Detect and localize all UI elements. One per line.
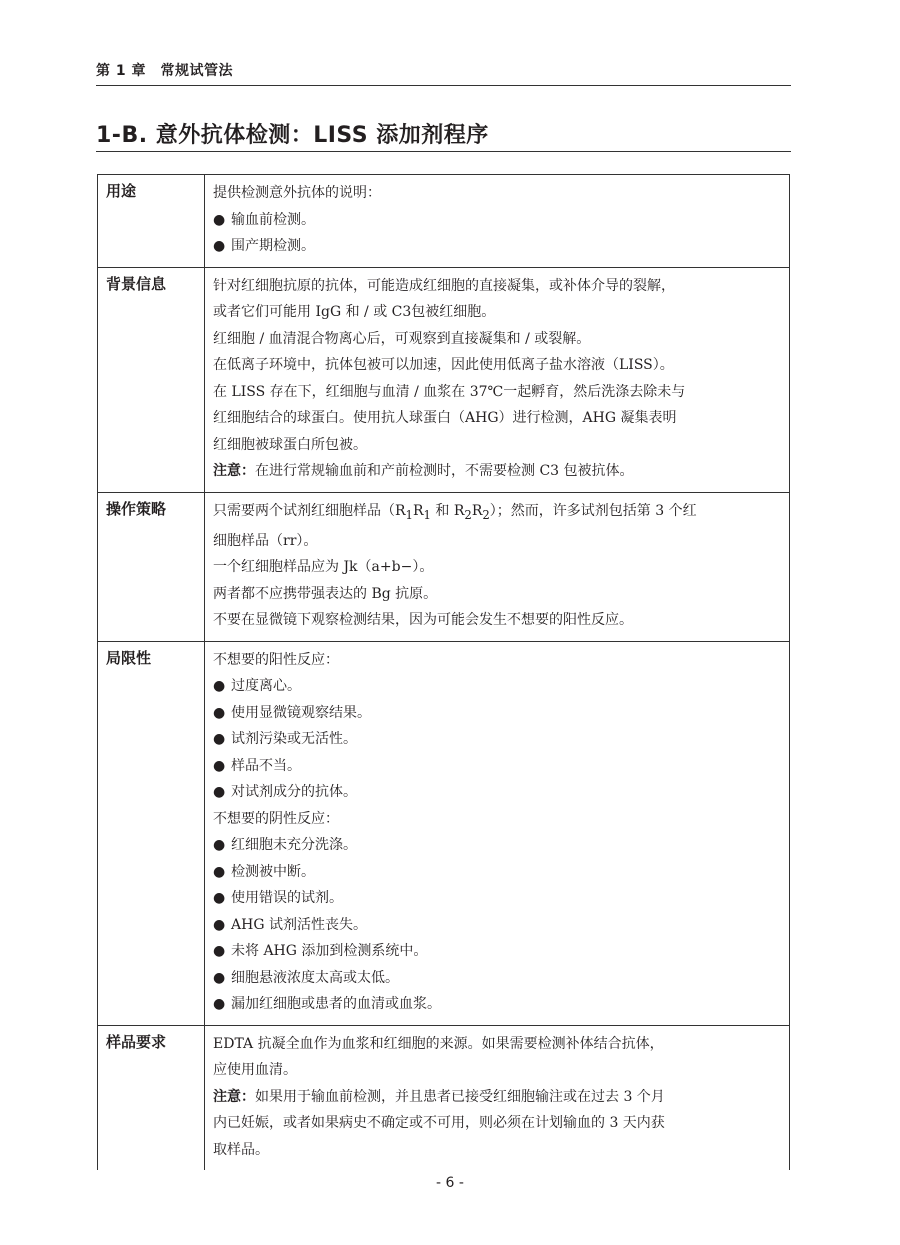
bullet-icon: ● [213,784,226,801]
row-content-specimen [205,1025,790,1170]
note-label: 注意： [213,1088,255,1105]
row-content-limitations [205,641,790,1025]
text-line: 红细胞 / 血清混合物离心后，可观察到直接凝集和 / 或裂解。 [213,330,591,347]
note [213,458,781,485]
text-line: 两者都不应携带强表达的 Bg 抗原。 [213,585,438,602]
list-item: ● 试剂污染或无活性。 [213,726,781,753]
note [213,1084,781,1111]
note-text: 如果用于输血前检测，并且患者已接受红细胞输注或在过去 3 个月 [255,1088,665,1105]
procedure-table [97,174,790,1170]
bullet-icon: ● [213,704,226,721]
row-label-background: 背景信息 [98,267,205,492]
list-item: ● 围产期检测。 [213,233,781,260]
bullet-icon: ● [213,943,226,960]
table-row-strategy [98,492,790,641]
text-line: 在 LISS 存在下，红细胞与血清 / 血浆在 37℃一起孵育，然后洗涤去除未与 [213,383,686,400]
title-rule [96,151,791,152]
list-item: ● 对试剂成分的抗体。 [213,779,781,806]
bullet-icon: ● [213,969,226,986]
text-line: 取样品。 [213,1141,269,1158]
text-line: 在低离子环境中，抗体包被可以加速，因此使用低离子盐水溶液（LISS）。 [213,357,674,373]
list-item: ● 样品不当。 [213,753,781,780]
bullet-icon: ● [213,916,226,933]
list-item: ● 过度离心。 [213,673,781,700]
bullet-icon: ● [213,678,226,695]
note-label: 注意： [213,463,255,479]
text-line: 或者它们可能用 IgG 和 / 或 C3包被红细胞。 [213,304,496,320]
text-line: 细胞样品（rr）。 [213,532,318,549]
bullet-icon: ● [213,996,226,1013]
text-line: 针对红细胞抗原的抗体，可能造成红细胞的直接凝集，或补体介导的裂解， [213,277,675,294]
row-label-specimen: 样品要求 [98,1025,205,1170]
bullet-icon: ● [213,731,226,748]
text-line: 一个红细胞样品应为 Jk（a+b−）。 [213,559,434,576]
page-title: 1-B. 意外抗体检测：LISS 添加剂程序 [96,123,489,148]
table-row-purpose [98,175,790,268]
purpose-intro: 提供检测意外抗体的说明： [213,185,381,201]
text-line: 不要在显微镜下观察检测结果，因为可能会发生不想要的阳性反应。 [213,612,633,629]
list-item: ● AHG 试剂活性丧失。 [213,912,781,939]
note-text: 在进行常规输血前和产前检测时，不需要检测 C3 包被抗体。 [255,463,634,479]
row-label-limitations: 局限性 [98,641,205,1025]
text-line: 红细胞被球蛋白所包被。 [213,436,367,453]
row-label-strategy: 操作策略 [98,492,205,641]
list-item: ● 红细胞未充分洗涤。 [213,832,781,859]
list-item: ● 使用错误的试剂。 [213,885,781,912]
bullet-icon: ● [213,890,226,907]
text-line: 只需要两个试剂红细胞样品（$R_1R_1$ 和 $R_2R_2$）；然而，许多试剂包括第 3 个红 [213,502,697,522]
list-item: ● 未将 AHG 添加到检测系统中。 [213,938,781,965]
text-line: 红细胞结合的球蛋白。使用抗人球蛋白（AHG）进行检测，AHG 凝集表明 [213,410,677,426]
list-item: ● 使用显微镜观察结果。 [213,700,781,727]
list-item: ● 输血前检测。 [213,207,781,234]
list-item: ● 检测被中断。 [213,859,781,886]
text-line: 内已妊娠，或者如果病史不确定或不可用，则必须在计划输血的 3 天内获 [213,1115,665,1132]
positive-title: 不想要的阳性反应： [213,651,339,668]
list-item: ● 漏加红细胞或患者的血清或血浆。 [213,991,781,1018]
table-row-background [98,267,790,492]
row-content-strategy [205,492,790,641]
row-content-purpose [205,175,790,268]
bullet-icon: ● [213,863,226,880]
bullet-icon: ● [213,837,226,854]
list-item: ● 细胞悬液浓度太高或太低。 [213,965,781,992]
bullet-icon: ● [213,757,226,774]
text-line: EDTA 抗凝全血作为血浆和红细胞的来源。如果需要检测补体结合抗体， [213,1035,664,1052]
row-content-background [205,267,790,492]
table-row-limitations [98,641,790,1025]
header-rule [96,85,791,86]
table-row-specimen [98,1025,790,1170]
text-line: 应使用血清。 [213,1062,297,1079]
chapter-header: 第 1 章 常规试管法 [96,63,233,79]
row-label-purpose: 用途 [98,175,205,268]
bullet-icon: ● [213,211,226,228]
page-number: - 6 - [436,1175,464,1191]
negative-title: 不想要的阴性反应： [213,810,339,827]
bullet-icon: ● [213,238,226,254]
